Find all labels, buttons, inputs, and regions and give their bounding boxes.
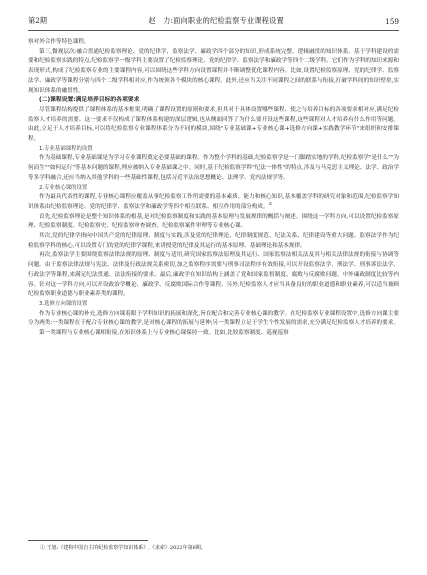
paragraph xyxy=(28,193,399,212)
running-header xyxy=(28,12,399,31)
paragraph: 其次,党的纪律学指向中国共产党的纪律原理、制度与实践,涉及党的纪律理论、纪律制度规范、纪法关系、纪律建设等重大问题。监察法学作为纪检监察学科的核心,可以设置专门的党的纪律学课程,来讲授党的纪律及其运行的基本原理、基础理论和基本规律。 xyxy=(28,233,399,249)
paragraph: 首先,纪检监察理论是整个知识体系的根基,是对纪检监察制度和实践的基本原理与发展规律的概括与阐述。围绕这一学科方向,可以设置纪检监察原理、纪检监察制度、纪检监察史、纪检监察审查调查、纪检监察案件审理等专业核心课。 xyxy=(28,213,399,230)
footnote xyxy=(40,544,399,552)
paragraph-text: 作为最具代表性的课程,专业核心课程应覆盖从事纪检监察工作所需要的基本素质、能力和核心知识,基本覆盖学科的研究对象和范围,纪检监察学知识体系由纪检监察理论、党的纪律学、监察法学和廉政学等四个相互联系、相互作用的部分构成。 xyxy=(28,194,399,210)
paragraph: 再次,监察法学主要围绕监察法律法规的原理、制度与适用,研究国家监察法原理及其运行、国家监察法相关法及其与相关法律法规的衔接与协调等问题。由于监察法律法规与宪法、法律及行政法规关系密切,加之监察程序需要与刑事司法程序有效衔接,可以开设监察法学、刑法学、刑事诉讼法学、行政法学等课程,来满足纪法贯通、法法衔接的要求。最后,廉政学在知识结构上涵盖了党和国家监督制度、腐败与反腐败问题、中外廉政制度比较等内容。针对这一学科方向,可以开设政治学概论、廉政学、反腐败国际合作等课程。另外,纪检监察人才应当具备良好的职业道德和职业素养,可以适当兼顾纪检监察职业道德与职业素养类的课程。 xyxy=(28,252,399,298)
paragraph: 作为基础课程,专业基础课是为学习专业课程奠定必要基础的课程。作为整个学科的基础,纪检监察学是一门脚踏实地的学科,纪检监察学"是什么""为何而生""如何运行"等基本问题的课程,理应被纳入专业基础课之中。同时,基于纪检监察学科"纪法一体性"的特点,涉及与马克思主义理论、法学、政治学等多学科融合,还应当纳入其他学科的一些基础性课程,包括习近平法治思想概论、法理学、党内法规学等。 xyxy=(28,155,399,181)
footnote-text: 王旭:《建构中国自主的纪检监察学知识体系》,《求索》2022年第6期。 xyxy=(46,545,206,551)
subsection-heading: 3.选修方向课的设置 xyxy=(39,300,88,307)
article-body xyxy=(28,38,399,339)
paragraph: 第三,微观层次:融合贯通纪检监察理论、党的纪律学、监察法学、廉政学四个部分的知识,形成系统完整、逻辑融贯的知识体系。基于学科建设的需要和纪检监察实践的特点,纪检监察学一级学科主要设置了纪检监察理论、党的纪律学、监察法学和廉政学等四个二级学科。它们作为学科的知识来源和表现形式,构成了纪检监察专业的主要课程内容,可以围绕这些学科方向设置课程并不断调整优化课程内容。比如,设置纪检监察原理、党的纪律学、监察法学、廉政学等课程分别与四个二级学科相对应,作为统领各个模块的核心课程。此外,还应当关注不同课程之间的联系与衔接,打破学科间的知识壁垒,实现知识体系的融贯性。 xyxy=(28,48,399,94)
running-title: 赵 力:面向职业的纪检监察专业课程设置 xyxy=(148,16,284,25)
subsection-heading: 1.专业基础课程的设置 xyxy=(39,145,93,152)
subsection-heading: 2.专业核心课的设置 xyxy=(39,184,88,191)
footnote-reference[interactable]: ① xyxy=(268,201,273,207)
paragraph: 第一类课程与专业核心课相衔接,在知识体系上与专业核心课保持一致。比如,比较监察制度、巡视巡察 xyxy=(39,330,289,337)
footnote-divider xyxy=(28,540,148,541)
issue-number: 第2期 xyxy=(28,16,47,25)
section-heading: (二)课程设置:满足培养目标的各项要求 xyxy=(39,97,140,104)
paragraph: 作为专业核心课的补充,选修方向课着眼于学科知识的拓展和深化,旨在配合和完善专业核心课的教学。在纪检监察专业课程设置中,选修方向课主要分为两类:一类课程在于配合专业核心课的教学,是对核心课程的拓展与延伸;另一类课程立足于学生个性发展的需求,充分满足纪检监察人才培养的要求。 xyxy=(28,310,399,327)
page-number: 159 xyxy=(385,16,399,26)
paragraph: 察对外合作等特色课程。 xyxy=(28,39,90,45)
paragraph: 尽管课程结构提供了课程体系的基本框架,明确了课程设置的原则和要求,但其对于具体设置哪些课程、使之与培养目标的各项要求相对应,满足纪检监察人才培养的需要。这一要求不仅构成了课程体系构建的深层逻辑,也从侧面回答了为什么要开设这些课程,这些课程对人才培养有什么作用等问题。由此,立足于人才培养目标,可以将纪检监察专业课程体系分为不同的模块,围绕"专业基础课+专业核心课+选修方向课+实践教学环节"来组织和安排课程。 xyxy=(28,106,399,143)
footnote-marker: ① xyxy=(40,545,46,551)
